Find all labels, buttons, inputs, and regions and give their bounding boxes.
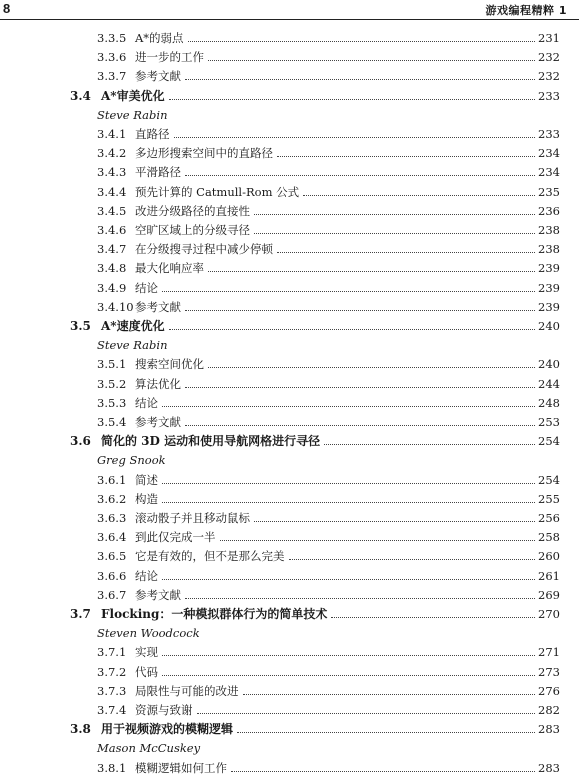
toc-entry-number: 3.4.4 — [97, 184, 127, 199]
dot-leader — [185, 175, 535, 176]
toc-page-number: 261 — [538, 568, 560, 583]
toc-entry-title: 构造 — [135, 491, 158, 506]
author-name: Mason McCuskey — [97, 741, 201, 756]
toc-author — [0, 623, 579, 642]
dot-leader — [277, 156, 535, 157]
dot-leader — [208, 271, 535, 272]
toc-entry-number: 3.4.2 — [97, 146, 127, 161]
toc-subsection[interactable] — [0, 393, 579, 412]
toc-entry-number: 3.6.5 — [97, 549, 127, 564]
toc-entry-title: 简述 — [135, 472, 158, 487]
toc-entry-number: 3.5.2 — [97, 376, 127, 391]
toc-entry-title: 直路径 — [135, 127, 170, 141]
toc-author — [0, 450, 579, 469]
dot-leader — [162, 291, 535, 292]
toc-entry-title: 空旷区域上的分级寻径 — [135, 223, 250, 237]
toc-entry-number: 3.6.3 — [97, 511, 127, 525]
toc-subsection[interactable] — [0, 489, 579, 508]
toc-subsection[interactable] — [0, 566, 579, 585]
dot-leader — [162, 406, 535, 407]
toc-subsection[interactable] — [0, 470, 579, 489]
toc-subsection[interactable] — [0, 642, 579, 661]
toc-page-number: 232 — [538, 50, 560, 65]
toc-entry-title: A*审美优化 — [101, 88, 165, 103]
toc-entry-number: 3.4.8 — [97, 261, 127, 276]
toc-entry-title: 参考文献 — [135, 587, 181, 602]
dot-leader — [331, 617, 535, 618]
toc-section[interactable] — [0, 316, 579, 335]
toc-subsection[interactable] — [0, 66, 579, 85]
toc-entry-title: 实现 — [135, 645, 158, 660]
toc-page-number: 239 — [538, 299, 560, 314]
toc-entry-number: 3.4.10 — [97, 299, 134, 314]
toc-subsection[interactable] — [0, 143, 579, 162]
toc-subsection[interactable] — [0, 354, 579, 373]
toc-entry-title: 进一步的工作 — [135, 50, 204, 65]
toc-entry-title: 代码 — [135, 664, 158, 679]
toc-entry-title: 参考文献 — [135, 415, 181, 429]
toc-subsection[interactable] — [0, 700, 579, 719]
toc-subsection[interactable] — [0, 297, 579, 316]
toc-page-number: 273 — [538, 664, 560, 679]
page-header — [0, 0, 579, 19]
author-name: Steven Woodcock — [97, 626, 200, 641]
toc-entry-number: 3.6.2 — [97, 491, 127, 506]
toc-entry-number: 3.7.4 — [97, 703, 127, 717]
toc-page-number: 234 — [538, 146, 560, 161]
toc-subsection[interactable] — [0, 258, 579, 277]
toc-entry-title: 算法优化 — [135, 376, 181, 391]
toc-entry-title: 参考文献 — [135, 299, 181, 314]
toc-page-number: 238 — [538, 242, 560, 257]
toc-entry-number: 3.7 — [70, 607, 91, 621]
author-name: Steve Rabin — [97, 107, 168, 122]
toc-entry-number: 3.4.1 — [97, 127, 127, 141]
toc-page-number: 235 — [538, 184, 560, 199]
toc-entry-title: A*的弱点 — [135, 31, 184, 45]
toc-entry-title: 参考文献 — [135, 69, 181, 84]
toc-entry-title: 结论 — [135, 280, 158, 295]
dot-leader — [197, 713, 536, 714]
toc-subsection[interactable] — [0, 546, 579, 565]
toc-entry-title: 多边形搜索空间中的直路径 — [135, 146, 273, 161]
dot-leader — [188, 41, 535, 42]
toc-section[interactable] — [0, 86, 579, 105]
toc-entry-title: 最大化响应率 — [135, 261, 204, 276]
toc-entry-title: 它是有效的，但不是那么完美 — [135, 549, 285, 564]
toc-section[interactable] — [0, 431, 579, 450]
toc-entry-number: 3.6.4 — [97, 530, 127, 545]
toc-page-number: 255 — [538, 491, 560, 506]
toc-entry-number: 3.4.5 — [97, 203, 127, 218]
toc-page-number: 276 — [538, 683, 560, 698]
dot-leader — [237, 732, 535, 733]
toc-page-number: 283 — [538, 760, 560, 775]
toc-page-number: 233 — [538, 88, 560, 103]
toc-entry-number: 3.5 — [70, 319, 91, 333]
dot-leader — [185, 79, 535, 80]
toc-subsection[interactable] — [0, 239, 579, 258]
toc-page-number: 240 — [538, 357, 560, 372]
toc-entry-number: 3.5.1 — [97, 357, 127, 372]
toc-subsection[interactable] — [0, 278, 579, 297]
toc-page-number: 231 — [538, 31, 560, 45]
toc-page-number: 239 — [538, 261, 560, 276]
toc-entry-number: 3.8 — [70, 722, 91, 737]
toc-page-number: 244 — [538, 376, 560, 391]
toc-entry-title: 预先计算的 Catmull-Rom 公式 — [135, 184, 300, 199]
toc-entry-number: 3.3.5 — [97, 31, 127, 45]
toc-entry-title: 搜索空间优化 — [135, 357, 204, 372]
toc-entry-title: 改进分级路径的直接性 — [135, 203, 250, 218]
dot-leader — [254, 233, 535, 234]
toc-entry-title: 结论 — [135, 395, 158, 410]
toc-page-number: 283 — [538, 722, 560, 737]
dot-leader — [220, 540, 536, 541]
toc-author — [0, 105, 579, 124]
toc-subsection[interactable] — [0, 182, 579, 201]
toc-entry-number: 3.7.3 — [97, 683, 127, 698]
toc-entry-title: Flocking：一种模拟群体行为的简单技术 — [101, 607, 328, 621]
toc-entry-number: 3.5.4 — [97, 415, 127, 429]
toc-page-number: 270 — [538, 607, 560, 621]
dot-leader — [303, 195, 535, 196]
toc-page-number: 254 — [538, 434, 560, 449]
author-name: Steve Rabin — [97, 338, 168, 353]
toc-page-number: 236 — [538, 203, 560, 218]
toc-page-number: 232 — [538, 69, 560, 84]
dot-leader — [289, 559, 536, 560]
toc-entry-title: 平滑路径 — [135, 165, 181, 180]
toc-entry-title: 滚动骰子并且移动鼠标 — [135, 511, 250, 525]
toc-subsection[interactable] — [0, 374, 579, 393]
dot-leader — [162, 483, 535, 484]
toc-entry-number: 3.3.7 — [97, 69, 127, 84]
toc-page-number: 254 — [538, 472, 560, 487]
toc-subsection[interactable] — [0, 220, 579, 239]
toc-subsection[interactable] — [0, 585, 579, 604]
toc-entry-title: 用于视频游戏的模糊逻辑 — [101, 722, 234, 737]
toc-subsection[interactable] — [0, 681, 579, 700]
dot-leader — [243, 694, 536, 695]
toc-page-number: 248 — [538, 395, 560, 410]
toc-page-number: 258 — [538, 530, 560, 545]
toc-entry-number: 3.6.7 — [97, 587, 127, 602]
header-rule — [0, 19, 579, 20]
toc-page-number: 256 — [538, 511, 560, 525]
toc-entry-title: 模糊逻辑如何工作 — [135, 760, 227, 775]
toc-page-number: 239 — [538, 280, 560, 295]
toc-entry-number: 3.5.3 — [97, 395, 127, 410]
author-name: Greg Snook — [97, 453, 166, 468]
toc-subsection[interactable] — [0, 162, 579, 181]
dot-leader — [169, 329, 535, 330]
dot-leader — [185, 598, 535, 599]
running-title: 游戏编程精粹 1 — [485, 4, 567, 17]
toc-entry-number: 3.4 — [70, 88, 91, 103]
toc-entry-number: 3.4.9 — [97, 280, 127, 295]
toc-entry-number: 3.8.1 — [97, 760, 127, 775]
toc-subsection[interactable] — [0, 508, 579, 527]
toc-entry-title: 到此仅完成一半 — [135, 530, 216, 545]
toc-subsection[interactable] — [0, 758, 579, 777]
toc-page-number: 271 — [538, 645, 560, 660]
toc-entry-title: 局限性与可能的改进 — [135, 683, 239, 698]
toc-entry-number: 3.4.6 — [97, 223, 127, 237]
toc-page-number: 282 — [538, 703, 560, 717]
toc-entry-number: 3.3.6 — [97, 50, 127, 65]
toc-subsection[interactable] — [0, 124, 579, 143]
toc-subsection[interactable] — [0, 412, 579, 431]
toc-author — [0, 738, 579, 757]
dot-leader — [162, 502, 535, 503]
toc-entry-number: 3.6 — [70, 434, 91, 449]
dot-leader — [162, 675, 535, 676]
toc-author — [0, 335, 579, 354]
dot-leader — [185, 387, 535, 388]
dot-leader — [169, 99, 535, 100]
toc-page-number: 234 — [538, 165, 560, 180]
dot-leader — [185, 425, 535, 426]
toc-entry-title: 结论 — [135, 568, 158, 583]
dot-leader — [208, 60, 535, 61]
toc-section[interactable] — [0, 719, 579, 738]
toc-entry-number: 3.7.2 — [97, 664, 127, 679]
toc-page-number: 240 — [538, 319, 560, 333]
toc-page-number: 253 — [538, 415, 560, 429]
dot-leader — [324, 444, 535, 445]
toc-subsection[interactable] — [0, 201, 579, 220]
dot-leader — [254, 214, 535, 215]
dot-leader — [277, 252, 535, 253]
dot-leader — [174, 137, 536, 138]
dot-leader — [208, 367, 535, 368]
toc-entry-title: 在分级搜寻过程中减少停顿 — [135, 242, 273, 257]
toc-page-number: 260 — [538, 549, 560, 564]
toc-subsection[interactable] — [0, 662, 579, 681]
toc-page-number: 233 — [538, 127, 560, 141]
dot-leader — [162, 579, 535, 580]
toc-subsection[interactable] — [0, 47, 579, 66]
toc-entry-title: 资源与致谢 — [135, 703, 193, 717]
dot-leader — [185, 310, 535, 311]
toc-entry-number: 3.4.7 — [97, 242, 127, 257]
toc-entry-number: 3.6.6 — [97, 568, 127, 583]
toc-page-number: 238 — [538, 223, 560, 237]
toc-entry-number: 3.6.1 — [97, 472, 127, 487]
toc-page-number: 269 — [538, 587, 560, 602]
toc-section[interactable] — [0, 604, 579, 623]
page-number: 8 — [3, 1, 11, 16]
toc-entry-title: A*速度优化 — [101, 319, 165, 333]
toc-entry-title: 简化的 3D 运动和使用导航网格进行寻径 — [101, 434, 321, 449]
toc-subsection[interactable] — [0, 28, 579, 47]
toc-subsection[interactable] — [0, 527, 579, 546]
dot-leader — [162, 655, 535, 656]
dot-leader — [231, 771, 535, 772]
dot-leader — [254, 521, 535, 522]
toc-entry-number: 3.7.1 — [97, 645, 127, 660]
toc-entry-number: 3.4.3 — [97, 165, 127, 180]
